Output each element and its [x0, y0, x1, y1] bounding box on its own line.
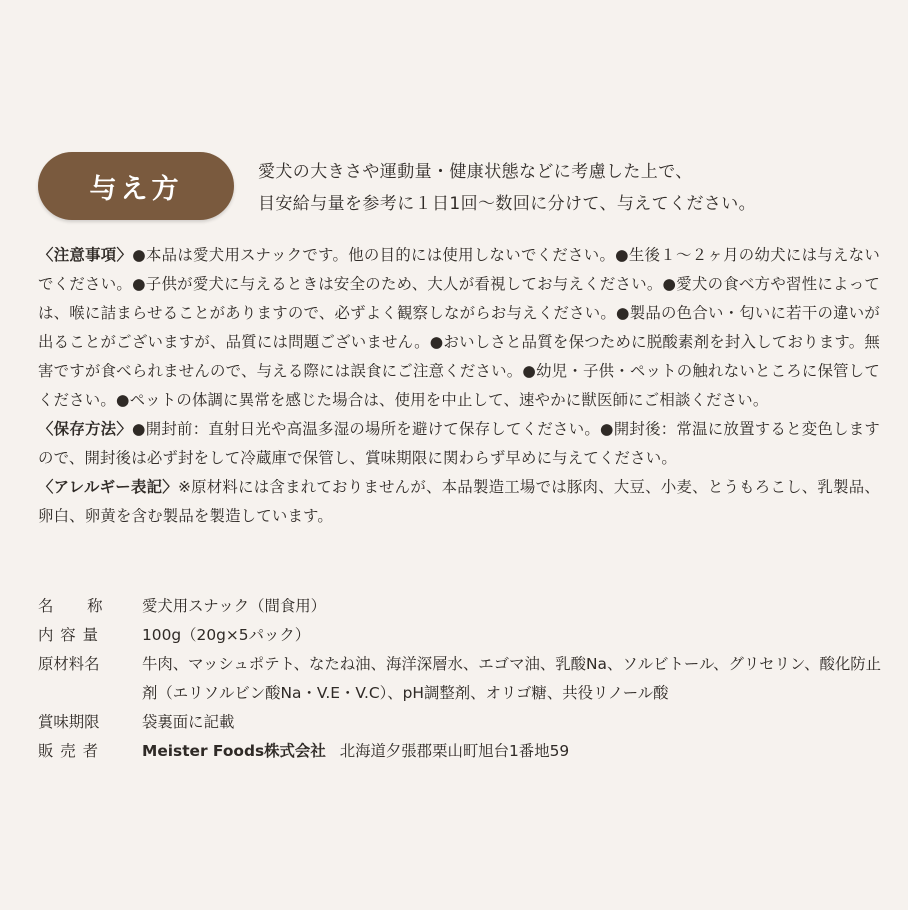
feeding-line-1: 愛犬の大きさや運動量・健康状態などに考慮した上で、 — [258, 162, 693, 182]
spec-row-expiry — [38, 708, 888, 737]
seller-label: 販 売 者 — [38, 742, 99, 760]
name-label: 名 称 — [38, 597, 104, 615]
feeding-line-2: 目安給与量を参考に１日1回〜数回に分けて、与えてください。 — [258, 194, 757, 214]
product-spec-table — [38, 592, 888, 766]
expiry-label: 賞味期限 — [38, 713, 100, 731]
name-value: 愛犬用スナック（間食用） — [142, 597, 327, 615]
feeding-title: 与え方 — [89, 173, 183, 205]
storage-paragraph — [38, 415, 880, 473]
feeding-title-badge — [38, 152, 234, 220]
spec-row-ingredients — [38, 650, 888, 708]
allergy-heading: 〈アレルギー表記〉 — [38, 478, 178, 496]
seller-name: Meister Foods株式会社 — [142, 742, 326, 760]
storage-text: ●開封前：直射日光や高温多湿の場所を避けて保存してください。●開封後：常温に放置すると変色しますので、開封後は必ず封をして冷蔵庫で保管し、賞味期限に関わらず早めに与えてください。 — [38, 420, 880, 467]
caution-heading: 〈注意事項〉 — [38, 246, 133, 264]
allergy-paragraph — [38, 473, 880, 531]
ingredients-label: 原材料名 — [38, 655, 100, 673]
ingredients-value: 牛肉、マッシュポテト、なたね油、海洋深層水、エゴマ油、乳酸Na、ソルビトール、グリセリン、酸化防止剤（エリソルビン酸Na・V.E・V.C）、pH調整剤、オリゴ糖、共役リノール酸 — [142, 655, 882, 702]
storage-heading: 〈保存方法〉 — [38, 420, 132, 438]
caution-paragraph — [38, 241, 880, 415]
content-value: 100g（20g×5パック） — [142, 626, 311, 644]
caution-text: ●本品は愛犬用スナックです。他の目的には使用しないでください。●生後１〜２ヶ月の幼犬には与えないでください。●子供が愛犬に与えるときは安全のため、大人が看視してお与えください。●愛犬の食べ方や習性によっては、喉に詰まらせることがありますので、必ずよく観察しながらお与えください。●製品の色合い・匂いに若干の違いが出ることがございますが、品質には問題ございません。●おいしさと品質を保つために脱酸素剤を封入しております。無害ですが食べられませんので、与える際には誤食にご注意ください。●幼児・子供・ペットの触れないところに保管してください。●ペットの体調に異常を感じた場合は、使用を中止して、速やかに獣医師にご相談ください。 — [38, 246, 880, 409]
notes-section — [38, 241, 880, 531]
allergy-text: ※原材料には含まれておりませんが、本品製造工場では豚肉、大豆、小麦、とうもろこし、乳製品、卵白、卵黄を含む製品を製造しています。 — [38, 478, 880, 525]
spec-row-name — [38, 592, 888, 621]
spec-row-seller — [38, 737, 888, 766]
content-label: 内 容 量 — [38, 626, 99, 644]
expiry-value: 袋裏面に記載 — [142, 713, 235, 731]
seller-address: 北海道夕張郡栗山町旭台1番地59 — [339, 742, 570, 760]
seller-value — [142, 737, 888, 766]
feeding-instructions — [258, 156, 898, 220]
spec-row-content — [38, 621, 888, 650]
